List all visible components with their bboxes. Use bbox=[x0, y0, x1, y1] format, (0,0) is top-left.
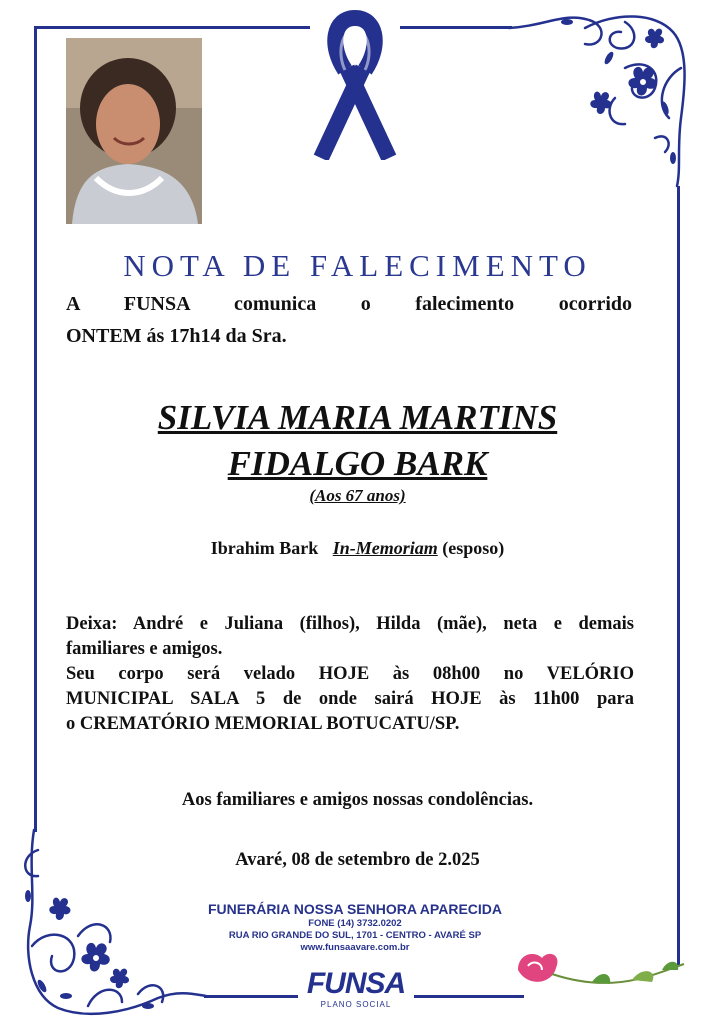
survivors-line-1: Deixa: André e Juliana (filhos), Hilda (mãe), neta e demais bbox=[66, 614, 634, 634]
condolences: Aos familiares e amigos nossas condolências. bbox=[181, 790, 534, 810]
deceased-name-line-1: SILVIA MARIA MARTINS bbox=[157, 398, 558, 437]
frame-top-right bbox=[400, 26, 512, 29]
frame-right bbox=[677, 186, 680, 966]
wake-line-2: MUNICIPAL SALA 5 de onde sairá HOJE às 11h00 para bbox=[66, 689, 634, 709]
floral-corner-top-right bbox=[505, 8, 693, 188]
intro-line-1: A FUNSA comunica o falecimento ocorrido bbox=[66, 293, 632, 315]
frame-bottom-right bbox=[414, 995, 524, 998]
survivors-line-2: familiares e amigos. bbox=[66, 639, 223, 659]
logo-subtitle: PLANO SOCIAL bbox=[320, 1000, 392, 1009]
intro-line-2: ONTEM ás 17h14 da Sra. bbox=[66, 325, 287, 347]
rose-ornament-icon bbox=[512, 940, 688, 996]
frame-top-left bbox=[34, 26, 310, 29]
funsa-logo bbox=[296, 968, 416, 1018]
portrait-image bbox=[66, 38, 202, 224]
spouse-line bbox=[0, 538, 715, 559]
frame-bottom-left bbox=[204, 995, 298, 998]
funeral-home-phone: FONE (14) 3732.0202 bbox=[308, 918, 402, 929]
spouse-memoriam: In-Memoriam bbox=[332, 538, 438, 558]
wake-line-1: Seu corpo será velado HOJE às 08h00 no VELÓRIO bbox=[66, 664, 634, 684]
deceased-age: (Aos 67 anos) bbox=[309, 486, 406, 505]
mourning-ribbon-icon bbox=[307, 8, 403, 160]
notice-body bbox=[66, 612, 634, 737]
funeral-home-info bbox=[180, 900, 530, 954]
deceased-photo bbox=[66, 38, 202, 224]
notice-date: Avaré, 08 de setembro de 2.025 bbox=[235, 850, 480, 870]
notice-title: NOTA DE FALECIMENTO bbox=[123, 248, 592, 283]
funeral-home-address: RUA RIO GRANDE DO SUL, 1701 - CENTRO - AVARÉ SP bbox=[228, 930, 482, 941]
funeral-home-name: FUNERÁRIA NOSSA SENHORA APARECIDA bbox=[207, 901, 502, 917]
spouse-name: Ibrahim Bark bbox=[210, 538, 319, 558]
spouse-relation: (esposo) bbox=[442, 538, 505, 558]
logo-word: FUNSA bbox=[306, 967, 406, 1000]
notice-intro bbox=[66, 288, 632, 352]
wake-line-3: o CREMATÓRIO MEMORIAL BOTUCATU/SP. bbox=[66, 714, 460, 734]
funeral-home-website[interactable]: www.funsaavare.com.br bbox=[300, 942, 410, 953]
deceased-name-line-2: FIDALGO BARK bbox=[227, 444, 488, 483]
